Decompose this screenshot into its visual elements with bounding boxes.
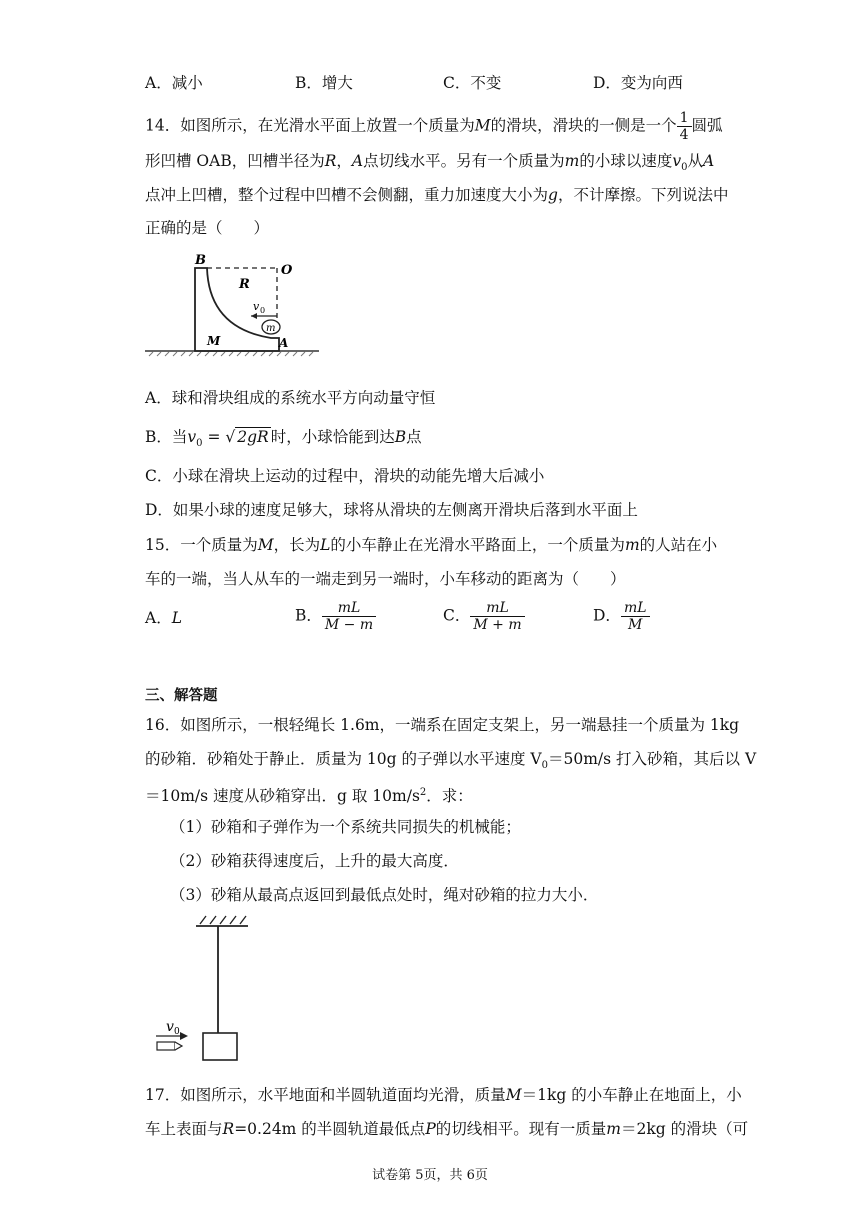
var-g: g	[548, 186, 558, 204]
q15-options	[145, 600, 745, 640]
q13-option-d: D．变为向西	[593, 74, 683, 92]
var-R: R	[324, 152, 337, 170]
option-label: B．	[295, 606, 322, 625]
q17-text: =0.24m 的半圆轨道最低点	[234, 1120, 426, 1138]
var-R: R	[222, 1120, 235, 1138]
formula-radicand: 2gR	[237, 428, 269, 446]
q13-options	[145, 71, 745, 95]
q17-text: ＝1kg 的小车静止在地面上，小	[521, 1086, 742, 1104]
label-v: v	[166, 1019, 174, 1035]
formula-eq: =	[202, 428, 226, 446]
fraction-denominator: M − m	[324, 617, 374, 633]
fraction-numerator: 1	[677, 110, 692, 127]
q15-option-a	[145, 606, 182, 630]
var-m: m	[606, 1120, 621, 1138]
label-v0-sub: 0	[260, 306, 266, 315]
var-M: M	[505, 1086, 522, 1104]
option-value: L	[171, 609, 182, 627]
q17-text: 的切线相平。现有一质量	[435, 1120, 607, 1138]
q15-text: ，长为	[273, 536, 321, 554]
q15-stem-line-1	[145, 533, 717, 557]
q15-text: 的小车静止在光滑水平路面上，一个质量为	[330, 536, 625, 554]
q14-text: 圆弧	[691, 116, 723, 135]
q17-text: 17．如图所示，水平地面和半圆轨道面均光滑，质量	[145, 1086, 506, 1104]
sandbox-shape	[203, 1033, 237, 1060]
var-M: M	[257, 536, 274, 554]
q16-figure-sandbox	[152, 912, 252, 1064]
fraction	[470, 600, 524, 633]
bullet-shape	[157, 1042, 175, 1050]
q15-option-d	[593, 600, 650, 633]
q16-text: 的砂箱．砂箱处于静止．质量为 10g 的子弹以水平速度 V	[145, 750, 542, 768]
q13-option-b: B．增大	[295, 74, 353, 92]
q16-text: ．求：	[426, 787, 473, 806]
fraction	[621, 600, 650, 633]
fraction-numerator: mL	[470, 600, 524, 617]
q14-text: 形凹槽 OAB，凹槽半径为	[145, 152, 325, 170]
q14-stem-line-1	[145, 110, 723, 143]
q14-option-b-prefix: B．当	[145, 428, 188, 446]
q14-figure-slider-arc	[143, 248, 323, 358]
q15-option-b	[295, 600, 376, 633]
q14-option-d: D．如果小球的速度足够大，球将从滑块的左侧离开滑块后落到水平面上	[145, 501, 638, 519]
var-L: L	[320, 536, 331, 554]
q14-stem-line-2	[145, 149, 714, 180]
var-M: M	[474, 116, 491, 135]
q17-text: ＝2kg 的滑块（可	[620, 1120, 749, 1138]
fraction-quarter	[677, 110, 692, 143]
q14-stem-line-3	[145, 183, 728, 207]
var-B: B	[394, 428, 407, 446]
label-v-sub: 0	[174, 1027, 180, 1037]
q16-sub-question-3: （3）砂箱从最高点返回到最低点处时，绳对砂箱的拉力大小．	[170, 886, 599, 904]
label-M: M	[207, 334, 221, 348]
q16-stem-line-3	[145, 781, 473, 808]
q14-option-c: C．小球在滑块上运动的过程中，滑块的动能先增大后减小	[145, 467, 545, 485]
q14-text: 点切线水平。另有一个质量为	[363, 152, 565, 170]
formula-sub: 0	[196, 438, 203, 450]
q14-option-a: A．球和滑块组成的系统水平方向动量守恒	[145, 389, 436, 407]
q13-option-a: A．减小	[145, 74, 203, 92]
q14-text: 从	[687, 152, 704, 170]
fraction	[322, 600, 376, 633]
q16-sub-question-1: （1）砂箱和子弹作为一个系统共同损失的机械能；	[170, 818, 521, 836]
var-A: A	[351, 152, 364, 170]
var-P: P	[425, 1120, 436, 1138]
q14-text: 的滑块，滑块的一侧是一个	[490, 116, 677, 135]
q15-text: 的人站在小	[639, 536, 718, 554]
fraction-numerator: mL	[621, 600, 650, 617]
var-A: A	[703, 152, 715, 170]
label-m: m	[266, 323, 276, 334]
label-R: R	[239, 277, 250, 292]
subscript: 0	[681, 162, 688, 174]
q16-text: ＝10m/s 速度从砂箱穿出．g 取 10m/s	[145, 787, 420, 806]
superscript: 2	[419, 787, 427, 798]
label-A: A	[279, 336, 289, 350]
q14-text: 14．如图所示，在光滑水平面上放置一个质量为	[145, 116, 475, 135]
fraction-denominator: M	[628, 617, 643, 633]
section-heading: 三、解答题	[145, 688, 218, 704]
q14-stem-line-4: 正确的是（ ）	[145, 219, 270, 237]
q14-option-b-mid: 时，小球恰能到达	[270, 428, 395, 446]
q14-option-b	[145, 425, 422, 456]
q17-stem-line-1	[145, 1083, 742, 1107]
subscript: 0	[541, 760, 548, 772]
q13-option-c: C．不变	[443, 74, 502, 92]
q15-option-c	[443, 600, 525, 633]
option-label: A．	[145, 609, 172, 627]
q16-stem-line-1: 16．如图所示，一根轻绳长 1.6m，一端系在固定支架上，另一端悬挂一个质量为 1kg	[145, 716, 740, 734]
q14-text: 的小球以速度	[579, 152, 673, 170]
q16-sub-question-2: （2）砂箱获得速度后，上升的最大高度．	[170, 852, 459, 870]
var-v: v	[672, 152, 682, 170]
q14-text: 点冲上凹槽，整个过程中凹槽不会侧翻，重力加速度大小为	[145, 186, 549, 204]
label-v0: v	[253, 300, 260, 313]
q17-stem-line-2	[145, 1117, 748, 1141]
var-m: m	[564, 152, 580, 170]
label-O: O	[281, 263, 293, 278]
fraction-numerator: mL	[322, 600, 376, 617]
fraction-denominator: 4	[679, 127, 689, 143]
q15-text: 15．一个质量为	[145, 536, 258, 554]
option-label: D．	[593, 606, 621, 625]
option-label: C．	[443, 606, 471, 625]
page-footer: 试卷第 5页，共 6页	[372, 1168, 488, 1183]
q16-stem-line-2	[145, 747, 756, 778]
formula-v: v	[187, 428, 197, 446]
q15-stem-line-2: 车的一端，当人从车的一端走到另一端时，小车移动的距离为（ ）	[145, 570, 626, 588]
q14-text: ，不计摩擦。下列说法中	[557, 186, 729, 204]
fraction-denominator: M + m	[473, 617, 522, 633]
q14-option-b-post: 点	[406, 428, 422, 446]
sqrt-sign: √	[225, 428, 236, 446]
q17-text: 车上表面与	[145, 1120, 223, 1138]
q14-text: ，	[336, 152, 352, 170]
q16-text: ＝50m/s 打入砂箱，其后以 V	[548, 750, 757, 768]
var-m: m	[624, 536, 640, 554]
label-B: B	[195, 253, 206, 268]
